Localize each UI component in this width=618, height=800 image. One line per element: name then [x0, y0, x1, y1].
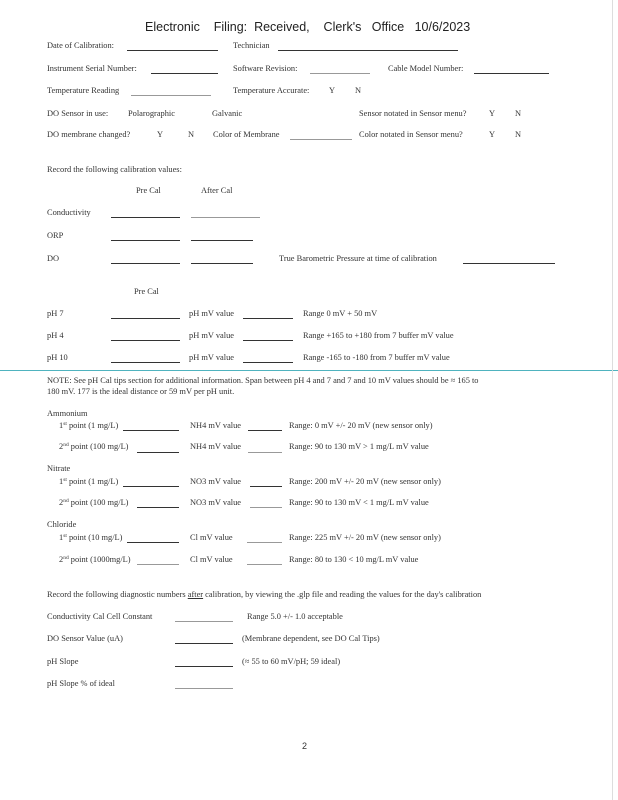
ammonium-point2-blank[interactable]: [137, 452, 179, 453]
temperature-reading-blank[interactable]: [131, 95, 211, 96]
ph10-pre-blank[interactable]: [111, 362, 180, 363]
instrument-serial-blank[interactable]: [151, 73, 218, 74]
membrane-changed-no[interactable]: N: [188, 130, 195, 139]
ammonium-point2-range: Range: 90 to 130 mV > 1 mg/L mV value: [289, 442, 429, 451]
do-pre-blank[interactable]: [111, 263, 180, 264]
ph10-label: pH 10: [47, 353, 68, 362]
nitrate-title: Nitrate: [47, 464, 71, 473]
nitrate-point1-blank[interactable]: [123, 486, 179, 487]
do-sensor-value-blank[interactable]: [175, 643, 233, 644]
color-notated-yes[interactable]: Y: [489, 130, 496, 139]
ph-slope-percent-label: pH Slope % of ideal: [47, 679, 115, 688]
ph4-pre-blank[interactable]: [111, 340, 180, 341]
do-after-blank[interactable]: [191, 263, 253, 264]
ph7-mv-label: pH mV value: [189, 309, 234, 318]
ph7-mv-blank[interactable]: [243, 318, 293, 319]
date-of-calibration-label: Date of Calibration:: [47, 41, 114, 50]
polarographic-option[interactable]: Polarographic: [128, 109, 175, 118]
ph7-label: pH 7: [47, 309, 64, 318]
nitrate-point2-mv-label: NO3 mV value: [190, 498, 242, 507]
orp-label: ORP: [47, 231, 64, 240]
temp-accurate-no[interactable]: N: [355, 86, 362, 95]
ph10-range: Range -165 to -180 from 7 buffer mV value: [303, 353, 450, 362]
chloride-point1-mv-blank[interactable]: [247, 542, 282, 543]
color-notated-label: Color notated in Sensor menu?: [359, 130, 463, 139]
do-sensor-value-label: DO Sensor Value (uA): [47, 634, 123, 643]
ph7-pre-blank[interactable]: [111, 318, 180, 319]
technician-label: Technician: [233, 41, 270, 50]
do-label: DO: [47, 254, 60, 263]
page-number: 2: [302, 741, 308, 751]
nitrate-point1-mv-label: NO3 mV value: [190, 477, 242, 486]
nitrate-point1-label: 1st point (1 mg/L): [59, 477, 119, 486]
chloride-title: Chloride: [47, 520, 77, 529]
temperature-reading-label: Temperature Reading: [47, 86, 120, 95]
note-line-1: NOTE: See pH Cal tips section for additional information. Span between pH 4 and 7 and 7 and 10 mV values should be ≈ 165 to: [47, 376, 479, 385]
color-of-membrane-blank[interactable]: [290, 139, 352, 140]
ammonium-point2-label: 2nd point (100 mg/L): [59, 442, 129, 451]
chloride-point2-label: 2nd point (1000mg/L): [59, 555, 131, 564]
software-revision-label: Software Revision:: [233, 64, 298, 73]
conductivity-after-blank[interactable]: [191, 217, 260, 218]
ph4-mv-label: pH mV value: [189, 331, 234, 340]
temp-accurate-yes[interactable]: Y: [329, 86, 336, 95]
chloride-point2-mv-label: Cl mV value: [190, 555, 233, 564]
membrane-changed-yes[interactable]: Y: [157, 130, 164, 139]
ammonium-point2-mv-blank[interactable]: [248, 452, 282, 453]
ph-slope-blank[interactable]: [175, 666, 233, 667]
ph10-mv-label: pH mV value: [189, 353, 234, 362]
ph7-range: Range 0 mV + 50 mV: [303, 309, 378, 318]
chloride-point1-range: Range: 225 mV +/- 20 mV (new sensor only): [289, 533, 441, 542]
ph-slope-percent-blank[interactable]: [175, 688, 233, 689]
scan-divider-line: [0, 370, 618, 371]
do-sensor-value-note: (Membrane dependent, see DO Cal Tips): [242, 634, 380, 643]
sensor-notated-label: Sensor notated in Sensor menu?: [359, 109, 467, 118]
instrument-serial-label: Instrument Serial Number:: [47, 64, 137, 73]
ph4-mv-blank[interactable]: [243, 340, 293, 341]
orp-pre-blank[interactable]: [111, 240, 180, 241]
conductivity-label: Conductivity: [47, 208, 91, 217]
conductivity-cell-constant-label: Conductivity Cal Cell Constant: [47, 612, 153, 621]
cable-model-blank[interactable]: [474, 73, 549, 74]
date-of-calibration-blank[interactable]: [127, 50, 218, 51]
page-edge: [612, 0, 613, 800]
nitrate-point2-range: Range: 90 to 130 mV < 1 mg/L mV value: [289, 498, 429, 507]
nitrate-point1-mv-blank[interactable]: [250, 486, 282, 487]
ph10-mv-blank[interactable]: [243, 362, 293, 363]
conductivity-cell-constant-blank[interactable]: [175, 621, 233, 622]
ammonium-title: Ammonium: [47, 409, 88, 418]
orp-after-blank[interactable]: [191, 240, 253, 241]
chloride-point2-range: Range: 80 to 130 < 10 mg/L mV value: [289, 555, 419, 564]
nitrate-point2-label: 2nd point (100 mg/L): [59, 498, 129, 507]
conductivity-cell-constant-range: Range 5.0 +/- 1.0 acceptable: [247, 612, 343, 621]
ammonium-point1-mv-blank[interactable]: [248, 430, 282, 431]
nitrate-point2-mv-blank[interactable]: [250, 507, 282, 508]
note-line-2: 180 mV. 177 is the ideal distance or 59 mV per pH unit.: [47, 387, 235, 396]
cable-model-label: Cable Model Number:: [388, 64, 464, 73]
ammonium-point1-blank[interactable]: [123, 430, 179, 431]
software-revision-blank[interactable]: [310, 73, 370, 74]
do-sensor-label: DO Sensor in use:: [47, 109, 109, 118]
ammonium-point2-mv-label: NH4 mV value: [190, 442, 242, 451]
nitrate-point1-range: Range: 200 mV +/- 20 mV (new sensor only): [289, 477, 441, 486]
technician-blank[interactable]: [278, 50, 458, 51]
pre-cal-header: Pre Cal: [136, 186, 161, 195]
galvanic-option[interactable]: Galvanic: [212, 109, 243, 118]
nitrate-point2-blank[interactable]: [137, 507, 179, 508]
chloride-point1-blank[interactable]: [127, 542, 179, 543]
chloride-point1-mv-label: Cl mV value: [190, 533, 233, 542]
color-of-membrane-label: Color of Membrane: [213, 130, 280, 139]
chloride-point1-label: 1st point (10 mg/L): [59, 533, 123, 542]
sensor-notated-yes[interactable]: Y: [489, 109, 496, 118]
barometric-pressure-label: True Barometric Pressure at time of calibration: [279, 254, 437, 263]
filing-stamp: Electronic Filing: Received, Clerk's Office 10/6/2023: [145, 20, 471, 34]
chloride-point2-blank[interactable]: [137, 564, 179, 565]
ph4-range: Range +165 to +180 from 7 buffer mV value: [303, 331, 454, 340]
chloride-point2-mv-blank[interactable]: [247, 564, 282, 565]
ph4-label: pH 4: [47, 331, 64, 340]
conductivity-pre-blank[interactable]: [111, 217, 180, 218]
after-cal-header: After Cal: [201, 186, 233, 195]
temperature-accurate-label: Temperature Accurate:: [233, 86, 310, 95]
diagnostics-intro: Record the following diagnostic numbers after calibration, by viewing the .glp file and reading the values for the day's calibration: [47, 590, 482, 599]
barometric-pressure-blank[interactable]: [463, 263, 555, 264]
ph-slope-note: (≈ 55 to 60 mV/pH; 59 ideal): [242, 657, 341, 666]
ph-slope-label: pH Slope: [47, 657, 79, 666]
record-calibration-intro: Record the following calibration values:: [47, 165, 182, 174]
ph-pre-cal-header: Pre Cal: [134, 287, 159, 296]
color-notated-no[interactable]: N: [515, 130, 522, 139]
membrane-changed-label: DO membrane changed?: [47, 130, 131, 139]
ammonium-point1-label: 1st point (1 mg/L): [59, 421, 119, 430]
sensor-notated-no[interactable]: N: [515, 109, 522, 118]
ammonium-point1-mv-label: NH4 mV value: [190, 421, 242, 430]
ammonium-point1-range: Range: 0 mV +/- 20 mV (new sensor only): [289, 421, 433, 430]
